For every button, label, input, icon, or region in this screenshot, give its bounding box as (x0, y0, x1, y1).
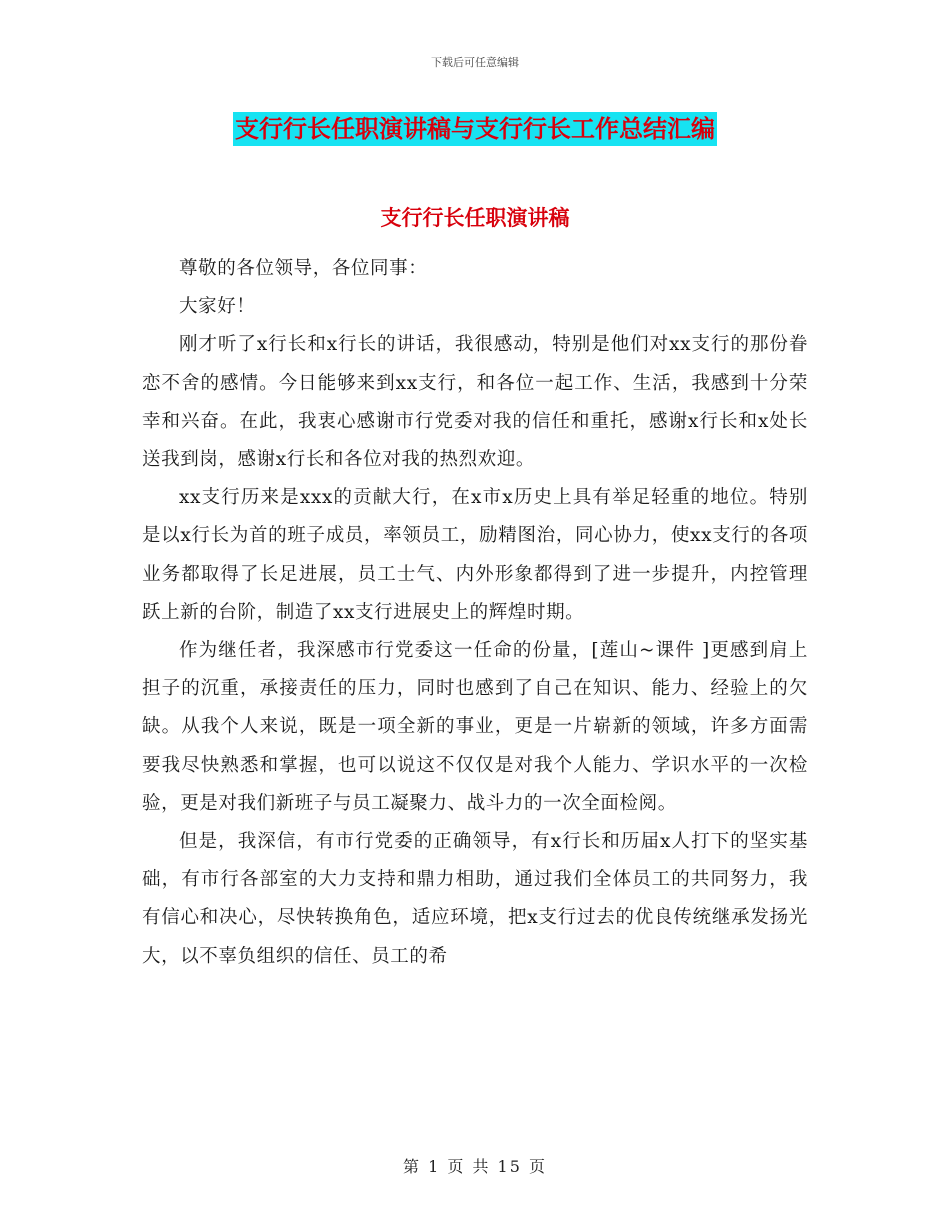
header-note: 下载后可任意编辑 (431, 56, 519, 69)
paragraph-greeting: 大家好！ (179, 296, 256, 318)
paragraph: 但是，我深信，有市行党委的正确领导，有x行长和历届x人打下的坚实基础，有市行各部室的大力支持和鼎力相助，通过我们全体员工的共同努力，我有信心和决心，尽快转换角色，适应环境，把x支行过去的优良传统继承发扬光大，以不辜负组织的信任、员工的希 (142, 831, 808, 967)
document-body (142, 250, 808, 976)
section-title: 支行行长任职演讲稿 (380, 206, 570, 230)
paragraph: xx支行历来是xxx的贡献大行，在x市x历史上具有举足轻重的地位。特别是以x行长为首的班子成员，率领员工，励精图治，同心协力，使xx支行的各项业务都取得了长足进展，员工士气、内外形象都得到了进一步提升，内控管理跃上新的台阶，制造了xx支行进展史上的辉煌时期。 (142, 487, 808, 623)
document-title-text: 支行行长任职演讲稿与支行行长工作总结汇编 (233, 112, 717, 146)
page-indicator: 第 1 页 共 15 页 (403, 1157, 547, 1176)
document-title (0, 112, 950, 146)
paragraph: 作为继任者，我深感市行党委这一任命的份量，[莲山~课件 ]更感到肩上担子的沉重，承接责任的压力，同时也感到了自己在知识、能力、经验上的欠缺。从我个人来说，既是一项全新的事业，更是一片崭新的领域，许多方面需要我尽快熟悉和掌握，也可以说这不仅仅是对我个人能力、学识水平的一次检验，更是对我们新班子与员工凝聚力、战斗力的一次全面检阅。 (142, 640, 808, 814)
paragraph: 刚才听了x行长和x行长的讲话，我很感动，特别是他们对xx支行的那份眷恋不舍的感情。今日能够来到xx支行，和各位一起工作、生活，我感到十分荣幸和兴奋。在此，我衷心感谢市行党委对我的信任和重托，感谢x行长和x处长送我到岗，感谢x行长和各位对我的热烈欢迎。 (142, 334, 808, 471)
paragraph-salutation: 尊敬的各位领导，各位同事： (179, 258, 428, 279)
